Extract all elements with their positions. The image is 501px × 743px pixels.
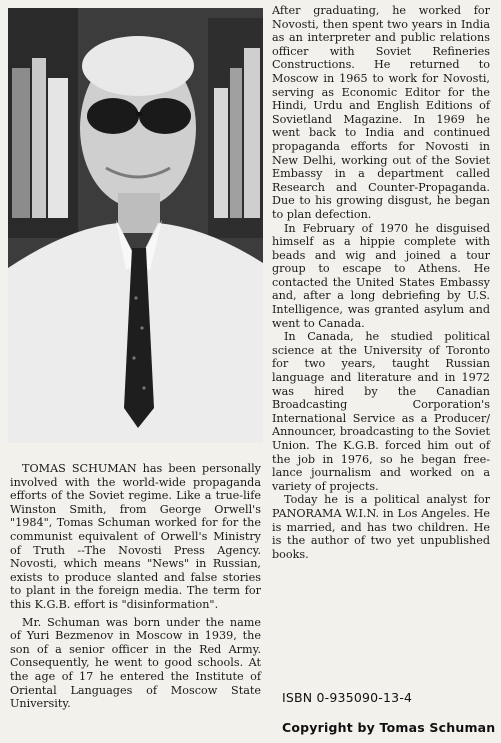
biography-right-column [272, 4, 490, 561]
copyright-label: Copyright by Tomas Schuman [282, 720, 496, 735]
bio-paragraph: Mr. Schuman was born under the name of Yuri Bezmenov in Moscow in 1939, the son of a senior officer in the Red Army. Consequently, he went to good schools. At the age of 17 he entered the Institute of Oriental Languages of Moscow State University. [10, 615, 261, 711]
biography-left-column [10, 462, 261, 711]
bio-paragraph: In Canada, he studied political science at the University of Toronto for two years, taught Russian language and literature and in 1972 was hired by the Canadian Broadcasting Corporation's International Service as a Producer/ Announcer, broadcasting to the Soviet Union. The K.G.B. forced him out of the job in 1976, so he began free-lance journalism and worked on a variety of projects. [272, 330, 490, 493]
bio-paragraph: Today he is a political analyst for PANORAMA W.I.N. in Los Angeles. He is married, and has two children. He is the author of two yet unpublished books. [272, 493, 490, 561]
author-portrait-photo [8, 8, 263, 443]
isbn-label: ISBN 0-935090-13-4 [282, 690, 413, 705]
bio-paragraph: In February of 1970 he disguised himself as a hippie complete with beads and wig and joined a tour group to escape to Athens. He contacted the United States Embassy and, after a long debriefing by U.S. Intelligence, was granted asylum and went to Canada. [272, 221, 490, 330]
author-photo [8, 8, 263, 443]
bio-paragraph: TOMAS SCHUMAN has been personally involved with the world-wide propaganda efforts of the Soviet regime. Like a true-life Winston Smith, from George Orwell's "1984", Tomas Schuman worked for for the communist equivalent of Orwell's Ministry of Truth --The Novosti Press Agency. Novosti, which means "News" in Russian, exists to produce slanted and false stories to plant in the foreign media. The term for this K.G.B. effort is "disinformation". [10, 462, 261, 611]
bio-paragraph: After graduating, he worked for Novosti, then spent two years in India as an interpreter and public relations officer with Soviet Refineries Constructions. He returned to Moscow in 1965 to work for Novosti, serving as Economic Editor for the Hindi, Urdu and English Editions of Sovietland Magazine. In 1969 he went back to India and continued propaganda efforts for Novosti in New Delhi, working out of the Soviet Embassy in a department called Research and Counter-Propaganda. Due to his growing disgust, he began to plan defection. [272, 4, 490, 221]
